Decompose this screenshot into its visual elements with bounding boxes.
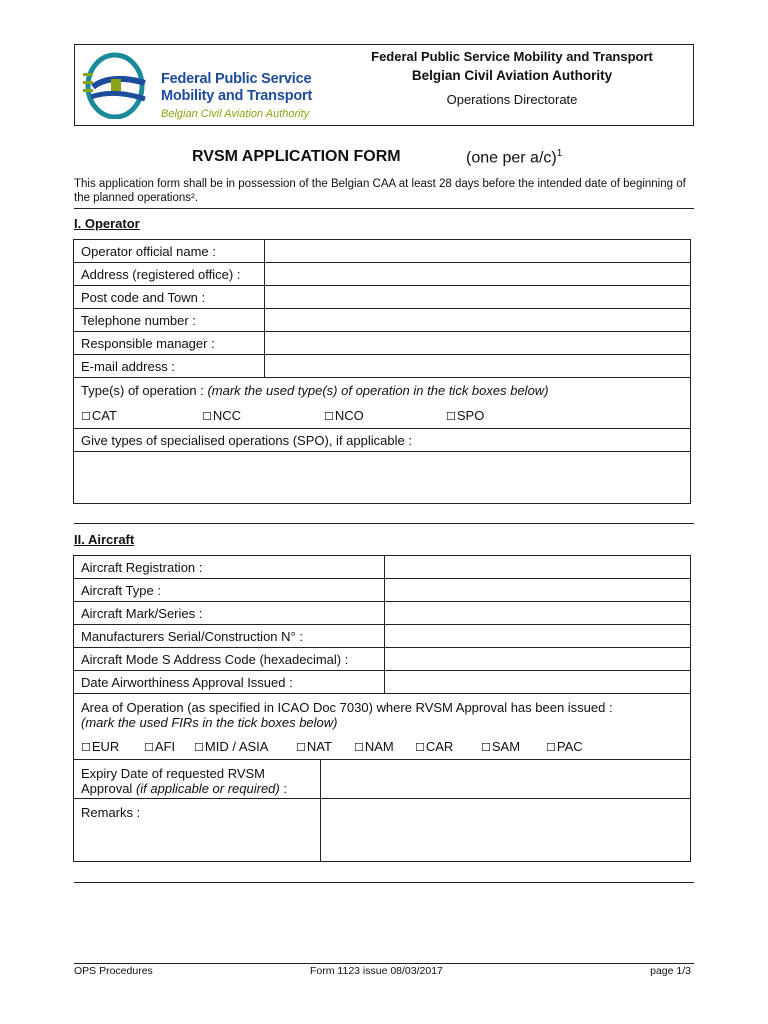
operation-types-hint: (mark the used type(s) of operation in the tick boxes below) — [207, 383, 549, 398]
checkbox-label: EUR — [91, 739, 120, 754]
checkbox-label: CAT — [91, 408, 117, 423]
checkbox-icon: ☐ — [546, 741, 556, 754]
checkbox-label: NCC — [212, 408, 242, 423]
divider — [74, 208, 694, 209]
operation-types-label — [81, 383, 683, 398]
form-title: RVSM APPLICATION FORM — [192, 148, 401, 165]
mode-s-label: Aircraft Mode S Address Code (hexadecimal) : — [74, 648, 385, 671]
table-row — [74, 648, 691, 671]
table-row — [74, 452, 691, 504]
operation-types-title: Type(s) of operation : — [81, 383, 204, 398]
checkbox-pac[interactable] — [546, 739, 583, 755]
divider — [74, 882, 694, 883]
checkbox-label: SAM — [491, 739, 521, 754]
checkbox-ncc[interactable] — [202, 408, 324, 423]
serial-number-field[interactable] — [385, 625, 691, 648]
header-directorate: Operations Directorate — [446, 92, 578, 107]
table-row — [74, 263, 691, 286]
remarks-label: Remarks : — [74, 799, 321, 862]
table-row — [74, 760, 691, 799]
checkbox-car[interactable] — [415, 739, 481, 755]
operator-table — [73, 239, 691, 504]
aircraft-registration-label: Aircraft Registration : — [74, 556, 385, 579]
operator-manager-field[interactable] — [265, 332, 691, 355]
section-operator-heading: I. Operator — [74, 216, 140, 231]
mode-s-field[interactable] — [385, 648, 691, 671]
checkbox-sam[interactable] — [481, 739, 546, 755]
divider — [74, 523, 694, 524]
checkbox-nat[interactable] — [296, 739, 354, 755]
footnote-ref-1: 1 — [556, 148, 563, 159]
footer-left: OPS Procedures — [74, 965, 153, 977]
checkbox-icon: ☐ — [144, 741, 154, 754]
table-row — [74, 671, 691, 694]
checkbox-eur[interactable] — [81, 739, 144, 755]
footer-form-number: Form 1123 issue 08/03/2017 — [310, 965, 443, 977]
expiry-date-label-text: Approval — [81, 781, 133, 796]
checkbox-spo[interactable] — [446, 408, 484, 423]
logo-text-line3: Belgian Civil Aviation Authority — [161, 108, 310, 120]
expiry-date-label-line1: Expiry Date of requested RVSM — [81, 766, 266, 781]
operator-postcode-label: Post code and Town : — [74, 286, 265, 309]
table-row — [74, 799, 691, 862]
table-row — [74, 429, 691, 452]
operator-name-label: Operator official name : — [74, 240, 265, 263]
aircraft-type-field[interactable] — [385, 579, 691, 602]
expiry-date-field[interactable] — [321, 760, 691, 799]
airworthiness-date-field[interactable] — [385, 671, 691, 694]
operation-types-options — [81, 408, 683, 423]
operator-manager-label: Responsible manager : — [74, 332, 265, 355]
operator-email-field[interactable] — [265, 355, 691, 378]
checkbox-label: MID / ASIA — [204, 739, 269, 754]
table-row — [74, 625, 691, 648]
checkbox-icon: ☐ — [481, 741, 491, 754]
operator-address-label: Address (registered office) : — [74, 263, 265, 286]
operator-postcode-field[interactable] — [265, 286, 691, 309]
area-of-operation-cell — [74, 694, 691, 760]
section-aircraft-heading: II. Aircraft — [74, 532, 135, 547]
table-row — [74, 556, 691, 579]
expiry-date-colon: : — [279, 781, 287, 796]
footer-page-number: page 1/3 — [650, 965, 691, 977]
fir-options — [81, 739, 683, 755]
checkbox-nco[interactable] — [324, 408, 446, 423]
checkbox-icon: ☐ — [324, 410, 334, 423]
logo-text-line1: Federal Public Service — [161, 71, 312, 87]
checkbox-label: NAT — [306, 739, 332, 754]
checkbox-label: NCO — [334, 408, 364, 423]
checkbox-icon: ☐ — [446, 410, 456, 423]
checkbox-icon: ☐ — [202, 410, 212, 423]
table-row — [74, 355, 691, 378]
serial-number-label: Manufacturers Serial/Construction N° : — [74, 625, 385, 648]
header-authority: Belgian Civil Aviation Authority — [411, 68, 613, 83]
aircraft-type-label: Aircraft Type : — [74, 579, 385, 602]
table-row — [74, 378, 691, 429]
logo-text-line2: Mobility and Transport — [161, 88, 313, 104]
checkbox-icon: ☐ — [194, 741, 204, 754]
table-row — [74, 332, 691, 355]
operator-telephone-label: Telephone number : — [74, 309, 265, 332]
fps-logo — [81, 51, 321, 121]
form-title-note — [466, 148, 562, 167]
form-title-note-text: (one per a/c) — [466, 149, 557, 167]
checkbox-nam[interactable] — [354, 739, 415, 755]
expiry-date-label — [74, 760, 321, 799]
checkbox-icon: ☐ — [81, 741, 91, 754]
checkbox-icon: ☐ — [354, 741, 364, 754]
checkbox-cat[interactable] — [81, 408, 202, 423]
checkbox-label: AFI — [154, 739, 176, 754]
aircraft-registration-field[interactable] — [385, 556, 691, 579]
airworthiness-date-label: Date Airworthiness Approval Issued : — [74, 671, 385, 694]
header-ministry: Federal Public Service Mobility and Transport — [371, 49, 653, 64]
table-row — [74, 602, 691, 625]
intro-text: This application form shall be in possession of the Belgian CAA at least 28 days before the intended date of beginning of the planned operations². — [74, 178, 686, 204]
checkbox-label: SPO — [456, 408, 485, 423]
aircraft-table — [73, 555, 691, 862]
checkbox-label: NAM — [364, 739, 394, 754]
fps-emblem-icon — [81, 51, 153, 119]
table-row — [74, 579, 691, 602]
remarks-field[interactable] — [321, 799, 691, 862]
expiry-date-hint: (if applicable or required) — [135, 781, 280, 796]
table-row — [74, 309, 691, 332]
table-row — [74, 694, 691, 760]
table-row — [74, 286, 691, 309]
checkbox-icon: ☐ — [81, 410, 91, 423]
spo-types-label: Give types of specialised operations (SPO), if applicable : — [74, 429, 691, 452]
operator-email-label: E-mail address : — [74, 355, 265, 378]
aircraft-series-label: Aircraft Mark/Series : — [74, 602, 385, 625]
operation-types-cell — [74, 378, 691, 429]
operator-address-field[interactable] — [265, 263, 691, 286]
checkbox-mid-asia[interactable] — [194, 739, 296, 755]
checkbox-icon: ☐ — [296, 741, 306, 754]
area-of-operation-hint: (mark the used FIRs in the tick boxes below) — [81, 715, 338, 730]
area-of-operation-label: Area of Operation (as specified in ICAO Doc 7030) where RVSM Approval has been issued : — [81, 700, 613, 715]
operator-telephone-field[interactable] — [265, 309, 691, 332]
header-box — [74, 44, 694, 126]
checkbox-label: CAR — [425, 739, 454, 754]
footer-divider — [74, 963, 694, 964]
checkbox-icon: ☐ — [415, 741, 425, 754]
operator-name-field[interactable] — [265, 240, 691, 263]
checkbox-label: PAC — [556, 739, 583, 754]
expiry-date-label-line2 — [81, 781, 313, 796]
spo-types-field[interactable] — [74, 452, 691, 504]
table-row — [74, 240, 691, 263]
aircraft-series-field[interactable] — [385, 602, 691, 625]
checkbox-afi[interactable] — [144, 739, 194, 755]
